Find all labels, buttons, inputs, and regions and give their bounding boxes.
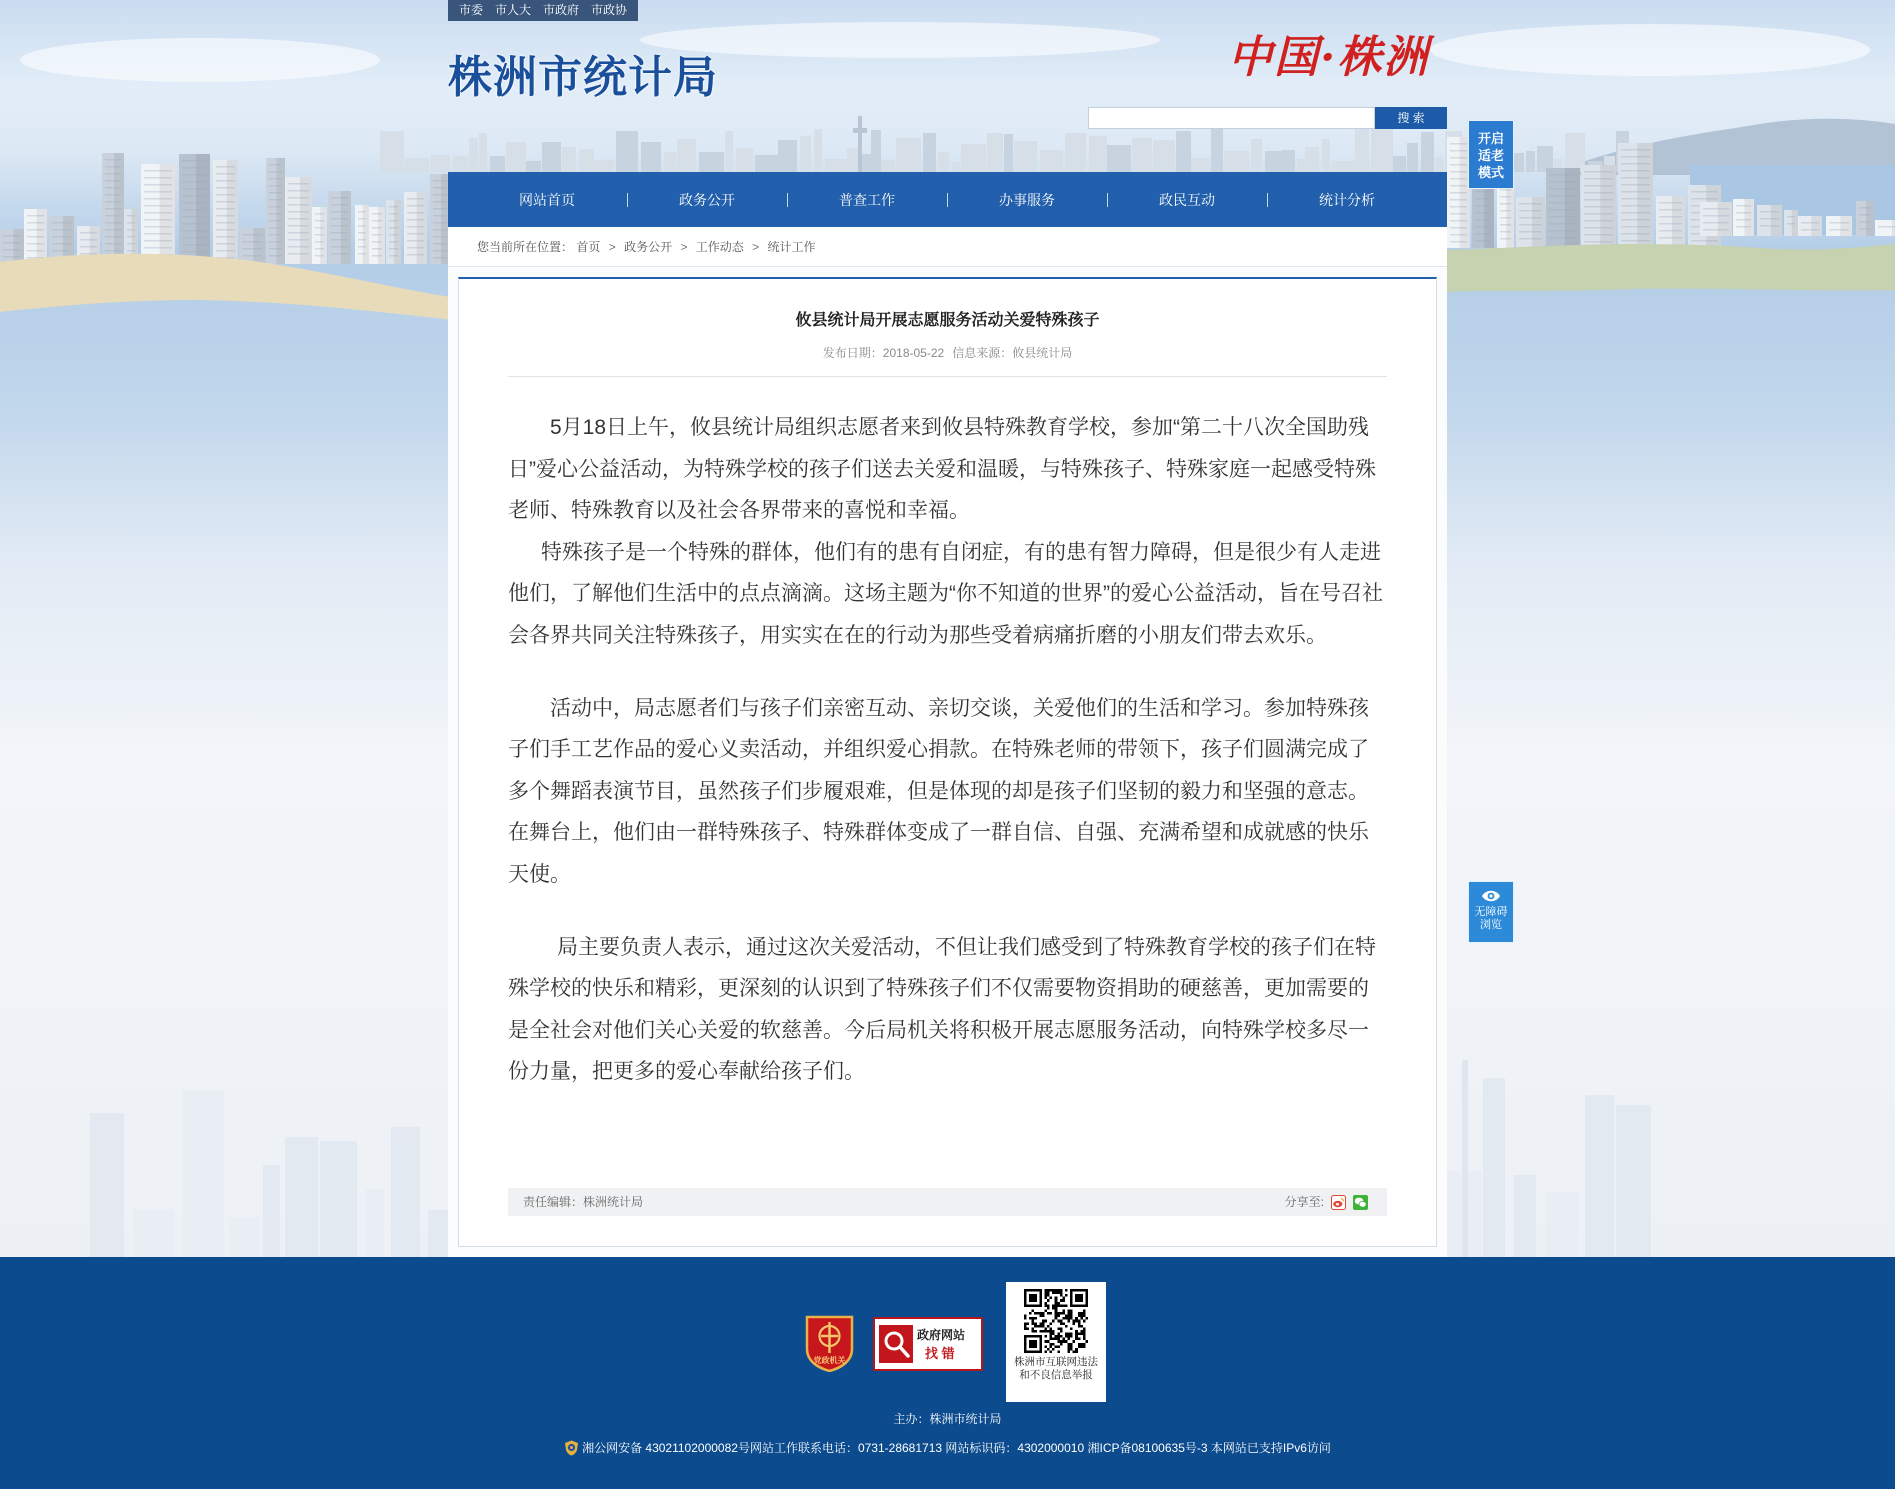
nav-item-services[interactable]: 办事服务 (947, 190, 1107, 210)
accessibility-label-line: 浏览 (1480, 919, 1502, 931)
editor-info (523, 1188, 643, 1216)
error-report-label: 政府网站 (917, 1328, 966, 1342)
error-report-action: 找 错 (925, 1346, 955, 1361)
nav-item-statistics-analysis[interactable]: 统计分析 (1267, 190, 1427, 210)
police-badge-icon (564, 1440, 579, 1456)
nav-item-interaction[interactable]: 政民互动 (1107, 190, 1267, 210)
publish-date-label: 发布日期： (822, 346, 883, 360)
article-divider (508, 376, 1387, 377)
article-meta (459, 344, 1436, 362)
editor-label: 责任编辑： (523, 1195, 584, 1209)
magnifier-icon (879, 1325, 913, 1363)
qr-code-panel[interactable] (1006, 1282, 1106, 1402)
site-host: 主办：株洲市统计局 (893, 1412, 1002, 1426)
security-record-link[interactable]: 湘公网安备 43021102000082号 (582, 1441, 750, 1455)
article-paragraph: 5月18日上午，攸县统计局组织志愿者来到攸县特殊教育学校，参加“第二十八次全国助残日”爱心公益活动，为特殊学校的孩子们送去关爱和温暖，与特殊孩子、特殊家庭一起感受特殊老师、特殊教育以及社会各界带来的喜悦和幸福。 (508, 416, 1376, 523)
gov-site-error-report-button[interactable] (873, 1317, 983, 1371)
nav-item-census[interactable]: 普查工作 (787, 190, 947, 210)
share-bar (1285, 1188, 1368, 1216)
site-footer (0, 1257, 1895, 1489)
breadcrumb-separator: > (680, 240, 688, 254)
accessibility-label-line: 无障碍 (1474, 906, 1508, 918)
site-code: 网站标识码：4302000010 (945, 1441, 1085, 1455)
weibo-icon[interactable] (1331, 1195, 1346, 1210)
breadcrumb-item-home[interactable]: 首页 (576, 240, 601, 254)
top-link-congress[interactable]: 市人大 (495, 3, 532, 17)
article-paragraph: 活动中，局志愿者们与孩子们亲密互动、亲切交谈，关爱他们的生活和学习。参加特殊孩子们手工艺作品的爱心义卖活动，并组织爱心捐款。在特殊老师的带领下，孩子们圆满完成了多个舞蹈表演节目，虽然孩子们步履艰难，但是体现的却是孩子们坚韧的毅力和坚强的意志。在舞台上，他们由一群特殊孩子、特殊群体变成了一群自信、自强、充满希望和成就感的快乐天使。 (508, 696, 1369, 886)
top-links-bar (448, 0, 638, 21)
right-bank (1447, 244, 1895, 292)
share-label: 分享至: (1284, 1195, 1324, 1209)
badge-label: 党政机关 (813, 1356, 846, 1365)
breadcrumb (448, 227, 1447, 267)
qr-caption-line: 和不良信息举报 (1019, 1369, 1093, 1381)
icp-record-link[interactable]: 湘ICP备08100635号-3 (1087, 1441, 1208, 1455)
eye-icon (1481, 889, 1501, 903)
ipv6-support: 本网站已支持IPv6访问 (1210, 1441, 1331, 1455)
article-paragraph: 局主要负责人表示，通过这次关爱活动，不但让我们感受到了特殊教育学校的孩子们在特殊学校的快乐和精彩，更深刻的认识到了特殊孩子们不仅需要物资捐助的硬慈善，更加需要的是全社会对他们关心关爱的软慈善。今后局机关将积极开展志愿服务活动，向特殊学校多尽一份力量，把更多的爱心奉献给孩子们。 (508, 935, 1376, 1084)
source-label: 信息来源： (952, 346, 1013, 360)
article-container (458, 277, 1437, 1247)
elder-mode-button[interactable] (1468, 120, 1514, 189)
wechat-icon[interactable] (1353, 1195, 1368, 1210)
elder-mode-label-line: 模式 (1477, 165, 1504, 180)
publish-date: 2018-05-22 (882, 346, 945, 360)
city-slogan-logo: 中国·株洲 (1228, 32, 1430, 83)
article-paragraph: 特殊孩子是一个特殊的群体，他们有的患有自闭症，有的患有智力障碍，但是很少有人走进他们，了解他们生活中的点点滴滴。这场主题为“你不知道的世界”的爱心公益活动，旨在号召社会各界共同关注特殊孩子，用实实在在的行动为那些受着病痛折磨的小朋友们带去欢乐。 (508, 540, 1383, 647)
main-nav (448, 172, 1447, 227)
top-link-party-committee[interactable]: 市委 (459, 3, 484, 17)
article-body (508, 407, 1387, 1093)
search-input[interactable] (1088, 107, 1375, 129)
search-button[interactable]: 搜 索 (1375, 107, 1447, 129)
qr-caption-line: 株洲市互联网违法 (1014, 1356, 1098, 1368)
article-title: 攸县统计局开展志愿服务活动关爱特殊孩子 (795, 312, 1100, 329)
breadcrumb-item-work-news[interactable]: 工作动态 (695, 240, 744, 254)
breadcrumb-item-statistics-work[interactable]: 统计工作 (767, 240, 816, 254)
elder-mode-label-line: 开启 (1477, 131, 1504, 146)
article-footer-bar (508, 1188, 1387, 1216)
breadcrumb-separator: > (608, 240, 616, 254)
footer-record-line (448, 1440, 1447, 1456)
breadcrumb-item-government-affairs[interactable]: 政务公开 (624, 240, 673, 254)
top-link-cppcc[interactable]: 市政协 (591, 3, 628, 17)
editor-name: 株洲统计局 (583, 1195, 644, 1209)
elder-mode-label-line: 适老 (1477, 148, 1504, 163)
qr-code (1024, 1289, 1088, 1353)
main-content-area (448, 227, 1447, 1257)
accessibility-button[interactable] (1468, 881, 1514, 943)
site-title[interactable]: 株洲市统计局 (448, 53, 718, 102)
source: 攸县统计局 (1012, 346, 1073, 360)
party-government-badge[interactable] (803, 1313, 856, 1372)
contact-phone: 网站工作联系电话：0731-28681713 (749, 1441, 943, 1455)
nav-item-government-affairs[interactable]: 政务公开 (627, 190, 787, 210)
breadcrumb-prefix: 您当前所在位置： (477, 240, 574, 254)
top-link-government[interactable]: 市政府 (543, 3, 580, 17)
nav-item-home[interactable]: 网站首页 (519, 191, 575, 208)
qr-caption (1006, 1356, 1106, 1382)
breadcrumb-separator: > (752, 240, 760, 254)
